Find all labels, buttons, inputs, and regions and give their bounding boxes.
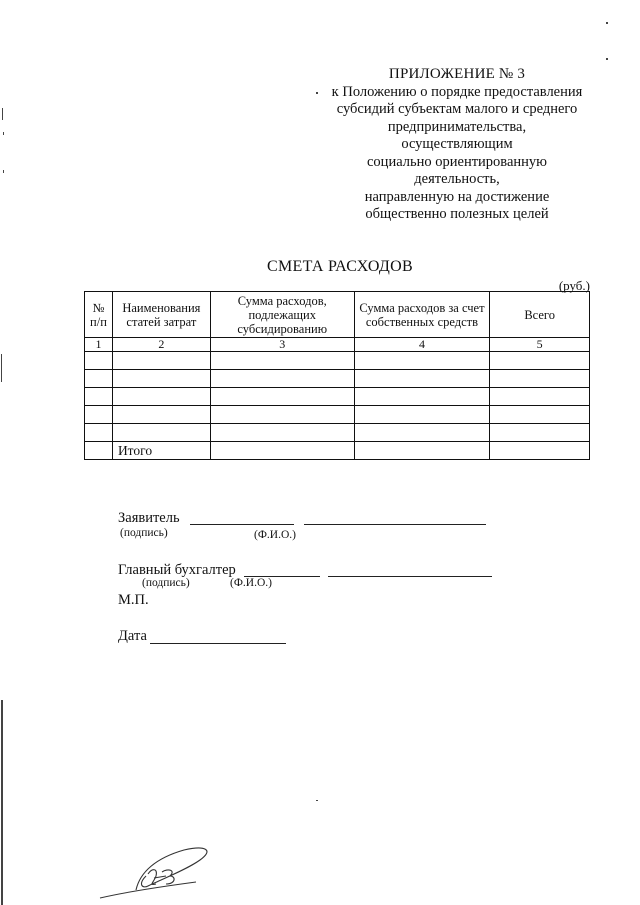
date-label: Дата	[118, 628, 147, 644]
table-cell	[112, 406, 210, 424]
appendix-line: к Положению о порядке предоставления	[331, 83, 583, 100]
applicant-name-caption: (Ф.И.О.)	[254, 529, 296, 541]
column-number: 3	[210, 338, 354, 352]
expense-estimate-table	[84, 291, 590, 460]
table-cell	[85, 388, 113, 406]
applicant-signature-line	[190, 524, 294, 525]
date-line	[150, 643, 286, 644]
appendix-header	[312, 66, 602, 224]
table-cell	[112, 352, 210, 370]
table-cell	[85, 370, 113, 388]
table-cell	[210, 442, 354, 460]
table-cell	[210, 388, 354, 406]
scan-edge-mark	[3, 170, 4, 173]
table-cell	[85, 442, 113, 460]
table-cell	[354, 406, 490, 424]
scan-edge-mark	[316, 800, 318, 801]
table-cell	[354, 424, 490, 442]
scan-edge-mark	[3, 132, 4, 135]
applicant-label: Заявитель	[118, 510, 180, 526]
column-number: 5	[490, 338, 590, 352]
chief-accountant-label: Главный бухгалтер	[118, 562, 236, 578]
total-label: Итого	[112, 442, 210, 460]
applicant-name-line	[304, 524, 486, 525]
column-number: 2	[112, 338, 210, 352]
table-cell	[112, 370, 210, 388]
table-row	[85, 406, 590, 424]
appendix-line: социально ориентированную	[367, 153, 547, 170]
table-cell	[490, 352, 590, 370]
table-cell	[85, 352, 113, 370]
accountant-name-caption: (Ф.И.О.)	[230, 577, 272, 589]
handwritten-signature-icon	[96, 842, 226, 902]
table-cell	[490, 388, 590, 406]
column-header-total: Всего	[490, 292, 590, 338]
appendix-line: направленную на достижение	[364, 188, 550, 205]
column-header-own-funds-amount: Сумма расходов за счет собственных средств	[354, 292, 490, 338]
seal-label: М.П.	[118, 592, 149, 608]
column-number: 4	[354, 338, 490, 352]
table-cell	[210, 424, 354, 442]
column-header-cost-items: Наименования статей затрат	[112, 292, 210, 338]
table-row	[85, 352, 590, 370]
scan-edge-mark	[1, 700, 3, 905]
appendix-line: субсидий субъектам малого и среднего	[336, 101, 578, 117]
column-header-number: № п/п	[85, 292, 113, 338]
table-cell	[354, 370, 490, 388]
table-row	[85, 370, 590, 388]
table-cell	[490, 406, 590, 424]
table-row	[85, 424, 590, 442]
scan-edge-mark	[2, 108, 3, 120]
table-cell	[210, 406, 354, 424]
column-header-subsidized-amount: Сумма расходов, подлежащих субсидированию	[210, 292, 354, 338]
table-cell	[85, 424, 113, 442]
total-row	[85, 442, 590, 460]
scan-edge-mark	[606, 58, 608, 60]
table-cell	[354, 388, 490, 406]
table-cell	[112, 388, 210, 406]
scan-edge-mark	[606, 22, 608, 24]
currency-unit: (руб.)	[558, 278, 590, 293]
column-number-row	[85, 338, 590, 352]
table-cell	[354, 442, 490, 460]
table-cell	[112, 424, 210, 442]
appendix-line: общественно полезных целей	[365, 206, 549, 222]
document-title: СМЕТА РАСХОДОВ	[267, 258, 413, 275]
table-cell	[490, 370, 590, 388]
table-cell	[85, 406, 113, 424]
table-cell	[490, 424, 590, 442]
applicant-signature-caption: (подпись)	[120, 527, 168, 539]
appendix-line: осуществляющим	[401, 136, 513, 152]
accountant-name-line	[328, 576, 492, 577]
appendix-line: деятельность,	[414, 171, 500, 187]
table-cell	[210, 352, 354, 370]
table-cell	[490, 442, 590, 460]
appendix-title: ПРИЛОЖЕНИЕ № 3	[388, 66, 526, 82]
scan-edge-mark	[1, 354, 2, 382]
table-cell	[354, 352, 490, 370]
table-header-row	[85, 292, 590, 338]
table-row	[85, 388, 590, 406]
column-number: 1	[85, 338, 113, 352]
appendix-line: предпринимательства,	[387, 118, 527, 135]
table-cell	[210, 370, 354, 388]
accountant-signature-caption: (подпись)	[142, 577, 190, 589]
